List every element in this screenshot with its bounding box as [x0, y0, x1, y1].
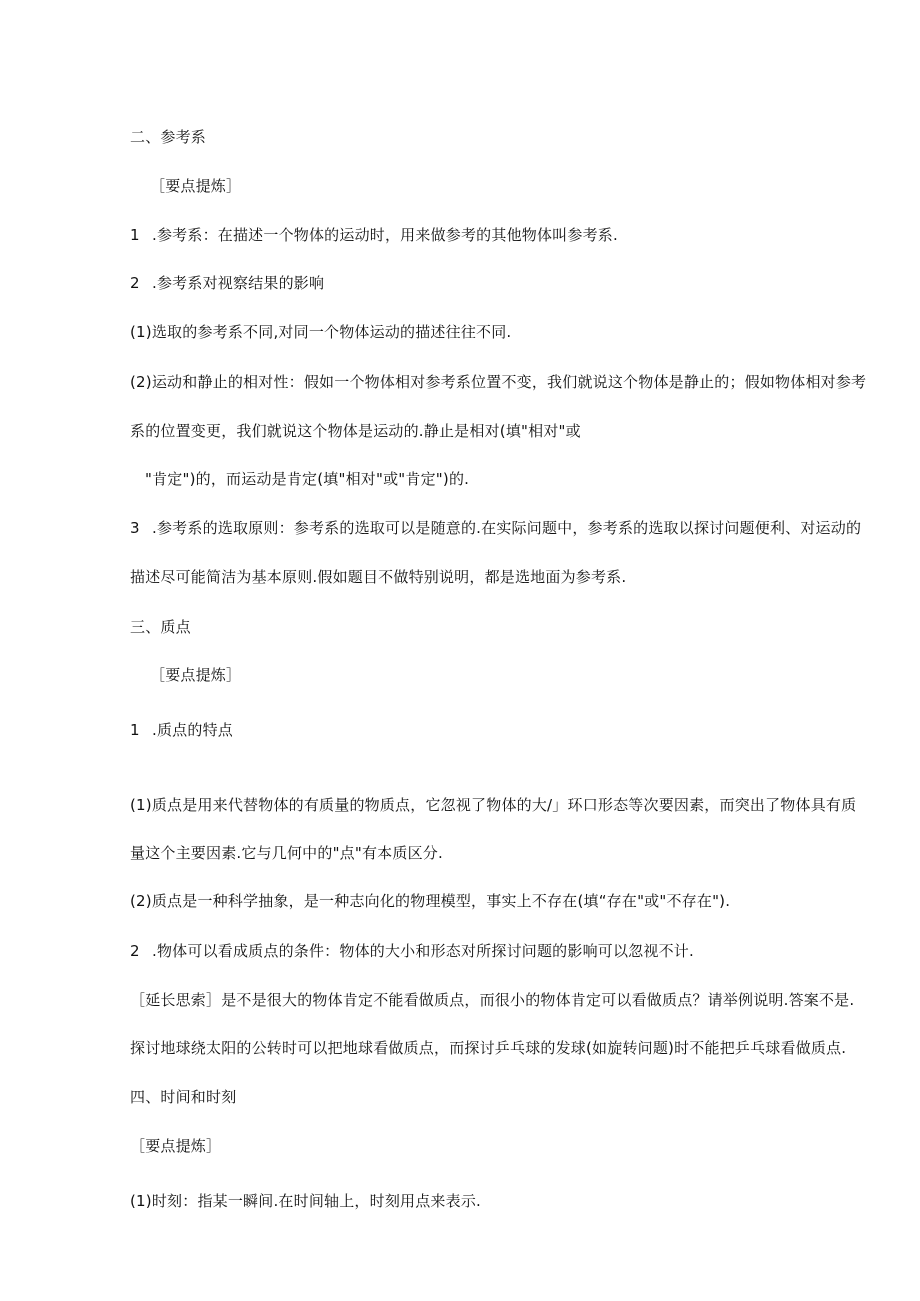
- paragraph-line: (2)运动和静止的相对性：假如一个物体相对参考系位置不变，我们就说这个物体是静止的；假如物体相对参考: [130, 373, 867, 391]
- keypoints-label: ［要点提炼］: [150, 666, 242, 684]
- item-text: .参考系：在描述一个物体的运动时，用来做参考的其他物体叫参考系.: [152, 226, 618, 244]
- item-number: 3: [130, 519, 140, 537]
- paragraph-line: [130, 518, 861, 538]
- paragraph: [130, 225, 618, 245]
- keypoints-label: ［要点提炼］: [150, 177, 242, 195]
- section-heading-particle: 三、质点: [130, 618, 191, 636]
- section-heading-time: 四、时间和时刻: [130, 1088, 237, 1106]
- paragraph: (1)选取的参考系不同,对同一个物体运动的描述往往不同.: [130, 323, 512, 341]
- paragraph-line: 描述尽可能简洁为基本原则.假如题目不做特别说明，都是选地面为参考系.: [130, 568, 627, 586]
- item-text: .参考系对视察结果的影响: [152, 274, 325, 292]
- item-text: .物体可以看成质点的条件：物体的大小和形态对所探讨问题的影响可以忽视不计.: [152, 942, 694, 960]
- item-number: 2: [130, 274, 140, 292]
- paragraph-line: (1)质点是用来代替物体的有质量的物质点，它忽视了物体的大/」环口形态等次要因素，而突出了物体具有质: [130, 796, 857, 814]
- keypoints-label: ［要点提炼］: [130, 1137, 222, 1155]
- item-number: 1: [130, 721, 140, 739]
- paragraph: [130, 941, 694, 961]
- item-number: 2: [130, 942, 140, 960]
- item-number: 1: [130, 226, 140, 244]
- paragraph: [130, 720, 233, 740]
- paragraph: (2)质点是一种科学抽象，是一种志向化的物理模型，事实上不存在(填“存在"或"不存在").: [130, 892, 731, 910]
- paragraph-line: 探讨地球绕太阳的公转时可以把地球看做质点，而探讨乒乓球的发球(如旋转问题)时不能把乒乓球看做质点.: [130, 1039, 847, 1057]
- paragraph: (1)时刻：指某一瞬间.在时间轴上，时刻用点来表示.: [130, 1192, 481, 1210]
- item-text: .参考系的选取原则：参考系的选取可以是随意的.在实际问题中，参考系的选取以探讨问题便利、对运动的: [152, 519, 862, 537]
- paragraph: [130, 273, 324, 293]
- item-text: .质点的特点: [152, 721, 233, 739]
- paragraph-line: 量这个主要因素.它与几何中的"点"有本质区分.: [130, 844, 443, 862]
- paragraph-line: "肯定")的，而运动是肯定(填"相对"或"肯定")的.: [145, 470, 470, 488]
- paragraph-line: 系的位置变更，我们就说这个物体是运动的.静止是相对(填"相对"或: [130, 422, 581, 440]
- paragraph-line: ［延长思索］是不是很大的物体肯定不能看做质点，而很小的物体肯定可以看做质点？请举例说明.答案不是.: [130, 991, 855, 1009]
- section-heading-reference-frame: 二、参考系: [130, 128, 207, 146]
